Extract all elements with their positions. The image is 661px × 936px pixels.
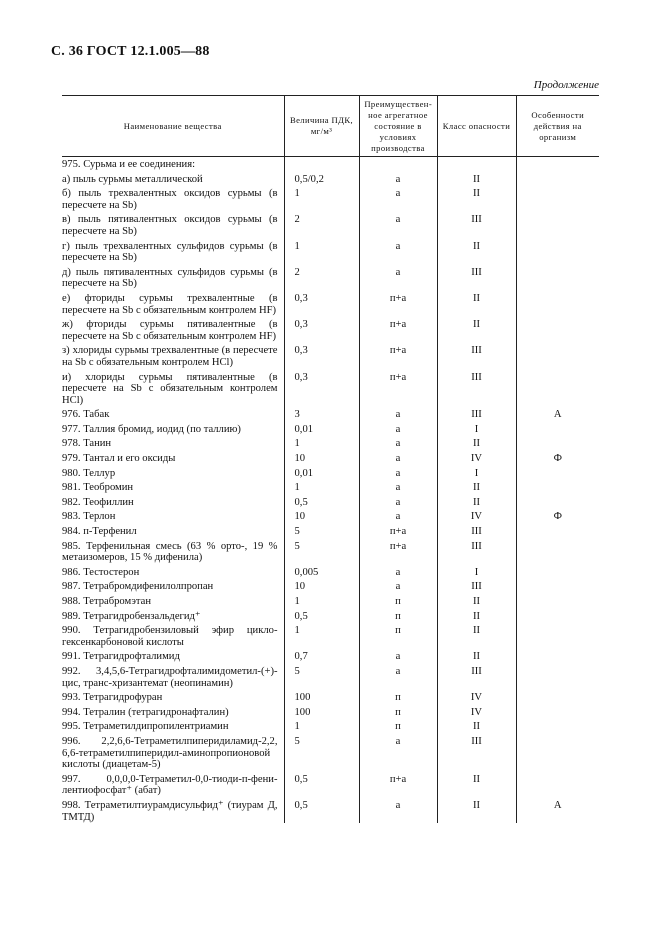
effect-features bbox=[516, 238, 599, 264]
aggregate-state: а bbox=[359, 185, 437, 211]
effect-features bbox=[516, 648, 599, 663]
table-row bbox=[62, 733, 599, 771]
hazard-class: III bbox=[437, 733, 516, 771]
effect-features bbox=[516, 494, 599, 509]
hazard-class: IV bbox=[437, 508, 516, 523]
table-row bbox=[62, 238, 599, 264]
effect-features: Ф bbox=[516, 508, 599, 523]
pdk-value: 0,005 bbox=[284, 564, 359, 579]
pdk-value bbox=[284, 157, 359, 171]
table-row bbox=[62, 157, 599, 171]
substance-name: 988. Тетрабромэтан bbox=[62, 596, 152, 607]
aggregate-state: а bbox=[359, 264, 437, 290]
table-row bbox=[62, 508, 599, 523]
substance-name: 990. Тетрагидробензиловый эфир циклогексенкарбоновой кислоты bbox=[62, 625, 278, 648]
aggregate-state: п+а bbox=[359, 538, 437, 564]
table-row bbox=[62, 406, 599, 421]
pdk-value: 1 bbox=[284, 238, 359, 264]
pdk-value: 100 bbox=[284, 704, 359, 719]
table-row bbox=[62, 608, 599, 623]
pdk-value: 3 bbox=[284, 406, 359, 421]
substance-name: а) пыль сурьмы металлической bbox=[62, 173, 203, 185]
pdk-value: 1 bbox=[284, 593, 359, 608]
effect-features bbox=[516, 622, 599, 648]
table-row bbox=[62, 290, 599, 316]
aggregate-state: п+а bbox=[359, 369, 437, 407]
effect-features: А bbox=[516, 797, 599, 823]
aggregate-state: а bbox=[359, 797, 437, 823]
table-row bbox=[62, 663, 599, 689]
effect-features bbox=[516, 718, 599, 733]
table-row bbox=[62, 689, 599, 704]
effect-features bbox=[516, 733, 599, 771]
pdk-value: 1 bbox=[284, 435, 359, 450]
table-row bbox=[62, 494, 599, 509]
effect-features bbox=[516, 663, 599, 689]
effect-features bbox=[516, 264, 599, 290]
substance-name: 985. Терфенильная смесь (63 % орто-, 19 % метаизомеров, 15 % дифенила) bbox=[62, 540, 278, 564]
aggregate-state: а bbox=[359, 564, 437, 579]
pdk-value: 1 bbox=[284, 479, 359, 494]
substance-name: 994. Тетралин (тетрагидронафталин) bbox=[62, 706, 229, 718]
aggregate-state: а bbox=[359, 450, 437, 465]
substance-name: 976. Табак bbox=[62, 409, 110, 421]
pdk-value: 5 bbox=[284, 538, 359, 564]
substance-name: 981. Теобромин bbox=[62, 482, 134, 494]
table-row bbox=[62, 593, 599, 608]
table-row bbox=[62, 450, 599, 465]
hazard-class: II bbox=[437, 648, 516, 663]
substance-name: 989. Тетрагидробензальдегид⁺ bbox=[62, 610, 201, 622]
effect-features bbox=[516, 704, 599, 719]
hazard-class bbox=[437, 157, 516, 171]
hazard-class: III bbox=[437, 663, 516, 689]
table-row bbox=[62, 564, 599, 579]
aggregate-state: п+а bbox=[359, 523, 437, 538]
hazard-class: III bbox=[437, 369, 516, 407]
effect-features bbox=[516, 290, 599, 316]
aggregate-state: а bbox=[359, 211, 437, 237]
hazard-class: IV bbox=[437, 450, 516, 465]
table-row bbox=[62, 369, 599, 407]
hazard-class: III bbox=[437, 523, 516, 538]
pdk-value: 0,3 bbox=[284, 316, 359, 342]
aggregate-state: а bbox=[359, 494, 437, 509]
substance-name: 983. Терлон bbox=[62, 511, 116, 523]
hazard-class: II bbox=[437, 479, 516, 494]
pdk-value: 0,5/0,2 bbox=[284, 171, 359, 186]
hazard-class: II bbox=[437, 622, 516, 648]
table-row bbox=[62, 465, 599, 480]
aggregate-state: а bbox=[359, 733, 437, 771]
aggregate-state: а bbox=[359, 238, 437, 264]
table-row bbox=[62, 648, 599, 663]
substance-name: и) хлориды сурьмы пятивалентные (в пересчете на Sb с обязательным контролем HCl) bbox=[62, 371, 278, 406]
aggregate-state: а bbox=[359, 648, 437, 663]
table-body bbox=[62, 157, 599, 824]
aggregate-state: а bbox=[359, 435, 437, 450]
substance-name: 982. Теофиллин bbox=[62, 496, 134, 508]
effect-features bbox=[516, 171, 599, 186]
hazard-class: II bbox=[437, 608, 516, 623]
hazard-class: I bbox=[437, 564, 516, 579]
substance-name: 977. Таллия бромид, иодид (по таллию) bbox=[62, 423, 241, 435]
page-header: С. 36 ГОСТ 12.1.005—88 bbox=[51, 44, 210, 59]
column-header-name: Наименование вещества bbox=[62, 96, 284, 157]
hazard-class: III bbox=[437, 264, 516, 290]
table-row bbox=[62, 342, 599, 368]
substance-name: 980. Теллур bbox=[62, 467, 116, 479]
aggregate-state: а bbox=[359, 421, 437, 436]
hazard-class: II bbox=[437, 290, 516, 316]
hazard-class: II bbox=[437, 718, 516, 733]
hazard-class: II bbox=[437, 316, 516, 342]
pdk-value: 1 bbox=[284, 622, 359, 648]
substance-name: з) хлориды сурьмы трехвалентные (в пересчете на Sb с обязательным контролем HCl) bbox=[62, 345, 278, 368]
column-header-features: Особенности действия на организм bbox=[516, 96, 599, 157]
effect-features bbox=[516, 435, 599, 450]
substance-name: 984. п-Терфенил bbox=[62, 526, 137, 538]
effect-features bbox=[516, 771, 599, 797]
column-header-pdk: Величина ПДК, мг/м³ bbox=[284, 96, 359, 157]
substance-name: ж) фториды сурьмы пятивалентные (в пересчете на Sb с обязательным контролем HF) bbox=[62, 319, 278, 342]
substance-name: 979. Тантал и его оксиды bbox=[62, 453, 176, 465]
effect-features: Ф bbox=[516, 450, 599, 465]
table-row bbox=[62, 171, 599, 186]
table-row bbox=[62, 211, 599, 237]
pdk-value: 0,5 bbox=[284, 494, 359, 509]
hazard-class: IV bbox=[437, 704, 516, 719]
aggregate-state: а bbox=[359, 406, 437, 421]
pdk-value: 0,01 bbox=[284, 465, 359, 480]
effect-features bbox=[516, 369, 599, 407]
hazard-class: I bbox=[437, 465, 516, 480]
substance-name: 978. Танин bbox=[62, 438, 112, 450]
hazard-class: II bbox=[437, 238, 516, 264]
pdk-value: 0,3 bbox=[284, 342, 359, 368]
substance-name: б) пыль трехвалентных оксидов сурьмы (в пересчете на Sb) bbox=[62, 188, 278, 211]
hazard-class: IV bbox=[437, 689, 516, 704]
effect-features bbox=[516, 211, 599, 237]
hazard-class: II bbox=[437, 494, 516, 509]
pdk-value: 0,7 bbox=[284, 648, 359, 663]
aggregate-state: п bbox=[359, 608, 437, 623]
aggregate-state: п+а bbox=[359, 342, 437, 368]
aggregate-state: п bbox=[359, 622, 437, 648]
pdk-value: 0,3 bbox=[284, 369, 359, 407]
table-row bbox=[62, 718, 599, 733]
pdk-value: 0,5 bbox=[284, 608, 359, 623]
table-header-row bbox=[62, 96, 599, 157]
pdk-value: 10 bbox=[284, 578, 359, 593]
hazard-class: II bbox=[437, 171, 516, 186]
hazard-class: III bbox=[437, 538, 516, 564]
table-row bbox=[62, 421, 599, 436]
aggregate-state bbox=[359, 157, 437, 171]
aggregate-state: а bbox=[359, 508, 437, 523]
substance-name: 991. Тетрагидрофталимид bbox=[62, 651, 180, 663]
hazard-class: II bbox=[437, 771, 516, 797]
effect-features bbox=[516, 538, 599, 564]
substance-name: г) пыль трехвалентных сульфидов сурьмы (в пересчете на Sb) bbox=[62, 240, 278, 264]
hazard-class: II bbox=[437, 593, 516, 608]
aggregate-state: п bbox=[359, 593, 437, 608]
substance-name: 996. 2,2,6,6-Тетраметилпиперидиламид-2,2, 6,6-тетраметилпиперидил-аминопропионовой кислоты (диацетам-5) bbox=[62, 735, 278, 771]
hazard-class: III bbox=[437, 211, 516, 237]
table-row bbox=[62, 771, 599, 797]
substance-name: 997. 0,0,0,0-Тетраметил-0,0-тиоди-п-фенилентиофосфат⁺ (абат) bbox=[62, 773, 278, 797]
table-row bbox=[62, 538, 599, 564]
hazard-class: III bbox=[437, 342, 516, 368]
hazard-class: III bbox=[437, 406, 516, 421]
table-row bbox=[62, 316, 599, 342]
table-row bbox=[62, 797, 599, 823]
table-row bbox=[62, 622, 599, 648]
effect-features bbox=[516, 608, 599, 623]
table-row bbox=[62, 523, 599, 538]
substance-name: 998. Тетраметилтиурамдисульфид⁺ (тиурам Д, ТМТД) bbox=[62, 799, 278, 823]
effect-features bbox=[516, 479, 599, 494]
aggregate-state: а bbox=[359, 479, 437, 494]
pdk-value: 0,5 bbox=[284, 797, 359, 823]
table-row bbox=[62, 435, 599, 450]
pdk-value: 1 bbox=[284, 185, 359, 211]
substance-name: в) пыль пятивалентных оксидов сурьмы (в пересчете на Sb) bbox=[62, 214, 278, 237]
hazard-class: II bbox=[437, 797, 516, 823]
aggregate-state: а bbox=[359, 465, 437, 480]
hazard-class: I bbox=[437, 421, 516, 436]
effect-features bbox=[516, 523, 599, 538]
aggregate-state: п+а bbox=[359, 771, 437, 797]
pdk-value: 5 bbox=[284, 523, 359, 538]
hazard-class: II bbox=[437, 435, 516, 450]
effect-features bbox=[516, 689, 599, 704]
substance-name: 992. 3,4,5,6-Тетрагидрофталимидометил-(+)-цис, транс-хризантемат (неопинамин) bbox=[62, 665, 278, 689]
aggregate-state: а bbox=[359, 663, 437, 689]
substance-name: 987. Тетрабромдифенилолпропан bbox=[62, 581, 214, 593]
pdk-value: 0,3 bbox=[284, 290, 359, 316]
table-row bbox=[62, 479, 599, 494]
pdk-value: 10 bbox=[284, 450, 359, 465]
pdk-value: 2 bbox=[284, 211, 359, 237]
pdk-value: 0,5 bbox=[284, 771, 359, 797]
effect-features bbox=[516, 185, 599, 211]
aggregate-state: а bbox=[359, 171, 437, 186]
hazard-class: II bbox=[437, 185, 516, 211]
hazard-class: III bbox=[437, 578, 516, 593]
aggregate-state: а bbox=[359, 578, 437, 593]
effect-features: А bbox=[516, 406, 599, 421]
continuation-label: Продолжение bbox=[533, 79, 599, 91]
effect-features bbox=[516, 157, 599, 171]
effect-features bbox=[516, 316, 599, 342]
column-header-class: Класс опасности bbox=[437, 96, 516, 157]
effect-features bbox=[516, 578, 599, 593]
aggregate-state: п bbox=[359, 718, 437, 733]
pdk-value: 2 bbox=[284, 264, 359, 290]
substance-name: 993. Тетрагидрофуран bbox=[62, 692, 163, 704]
substance-name: 986. Тестостерон bbox=[62, 566, 140, 578]
aggregate-state: п bbox=[359, 689, 437, 704]
effect-features bbox=[516, 564, 599, 579]
effect-features bbox=[516, 465, 599, 480]
table-row bbox=[62, 578, 599, 593]
effect-features bbox=[516, 421, 599, 436]
column-header-state: Преимущественное агрегатное состояние в условиях производства bbox=[359, 96, 437, 157]
substance-name: 995. Тетраметилдипропилентриамин bbox=[62, 721, 229, 733]
aggregate-state: п bbox=[359, 704, 437, 719]
pdk-value: 1 bbox=[284, 718, 359, 733]
pdk-value: 5 bbox=[284, 663, 359, 689]
substance-name: 975. Сурьма и ее соединения: bbox=[62, 159, 196, 170]
substances-table bbox=[62, 95, 599, 823]
table-row bbox=[62, 704, 599, 719]
pdk-value: 5 bbox=[284, 733, 359, 771]
table-row bbox=[62, 185, 599, 211]
pdk-value: 0,01 bbox=[284, 421, 359, 436]
aggregate-state: п+а bbox=[359, 316, 437, 342]
pdk-value: 10 bbox=[284, 508, 359, 523]
aggregate-state: п+а bbox=[359, 290, 437, 316]
table-row bbox=[62, 264, 599, 290]
pdk-value: 100 bbox=[284, 689, 359, 704]
substance-name: д) пыль пятивалентных сульфидов сурьмы (в пересчете на Sb) bbox=[62, 266, 278, 290]
effect-features bbox=[516, 593, 599, 608]
effect-features bbox=[516, 342, 599, 368]
substance-name: е) фториды сурьмы трехвалентные (в пересчете на Sb с обязательным контролем HF) bbox=[62, 292, 278, 316]
